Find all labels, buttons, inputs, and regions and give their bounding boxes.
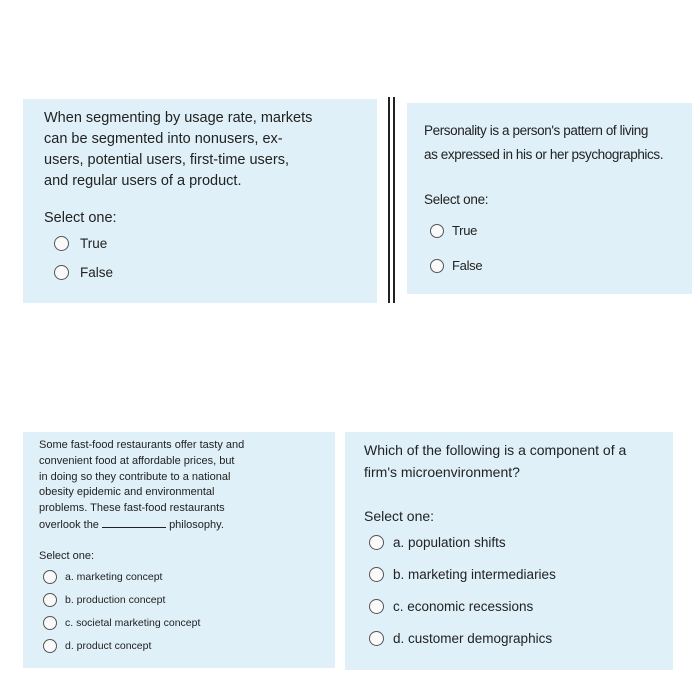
option-b[interactable] xyxy=(369,567,556,582)
question-line: and regular users of a product. xyxy=(44,173,242,189)
question-line: in doing so they contribute to a national xyxy=(39,470,231,483)
radio-button[interactable] xyxy=(54,265,69,280)
radio-button[interactable] xyxy=(369,535,384,550)
select-one-label: Select one: xyxy=(364,508,435,524)
question-text xyxy=(364,439,664,483)
question-line-start: overlook the xyxy=(39,518,99,531)
question-card-microenvironment xyxy=(345,432,673,670)
option-a[interactable] xyxy=(43,570,162,584)
question-line: problems. These fast-food restaurants xyxy=(39,502,225,515)
radio-button[interactable] xyxy=(369,567,384,582)
option-label: c. economic recessions xyxy=(393,599,534,614)
option-c[interactable] xyxy=(43,616,200,630)
select-one-label: Select one: xyxy=(44,210,117,226)
question-line-end: philosophy. xyxy=(169,518,224,531)
radio-button[interactable] xyxy=(369,631,384,646)
option-label: a. population shifts xyxy=(393,535,506,550)
question-line: Personality is a person's pattern of living xyxy=(424,123,649,138)
question-card-fast-food xyxy=(23,432,335,668)
vertical-divider xyxy=(388,97,390,303)
question-card-usage-rate xyxy=(23,99,377,303)
question-line: users, potential users, first-time users, xyxy=(44,152,289,168)
question-line: can be segmented into nonusers, ex- xyxy=(44,131,283,147)
vertical-divider xyxy=(393,97,395,303)
question-text xyxy=(44,108,364,192)
option-label: False xyxy=(452,258,483,273)
radio-button[interactable] xyxy=(43,616,57,630)
option-label: b. production concept xyxy=(65,594,166,606)
option-a[interactable] xyxy=(369,535,506,550)
radio-button[interactable] xyxy=(430,259,444,273)
option-label: c. societal marketing concept xyxy=(65,617,201,629)
question-card-personality xyxy=(407,103,692,294)
option-label: True xyxy=(452,223,478,238)
option-false[interactable] xyxy=(54,265,113,280)
select-one-label: Select one: xyxy=(39,550,95,562)
radio-button[interactable] xyxy=(43,570,57,584)
question-line: When segmenting by usage rate, markets xyxy=(44,110,313,126)
question-line: Some fast-food restaurants offer tasty and xyxy=(39,439,245,451)
question-line: obesity epidemic and environmental xyxy=(39,486,215,499)
radio-button[interactable] xyxy=(43,593,57,607)
option-true[interactable] xyxy=(54,236,107,251)
question-text xyxy=(424,119,686,167)
option-true[interactable] xyxy=(430,223,477,238)
option-label: d. product concept xyxy=(65,640,152,652)
question-line: as expressed in his or her psychographics. xyxy=(424,147,664,162)
radio-button[interactable] xyxy=(430,224,444,238)
question-line: convenient food at affordable prices, but xyxy=(39,454,235,467)
option-label: True xyxy=(80,236,108,251)
question-text xyxy=(39,438,324,534)
option-d[interactable] xyxy=(369,631,552,646)
option-label: d. customer demographics xyxy=(393,631,553,646)
select-one-label: Select one: xyxy=(424,192,489,207)
option-false[interactable] xyxy=(430,258,482,273)
option-b[interactable] xyxy=(43,593,165,607)
fill-in-blank xyxy=(102,517,166,528)
radio-button[interactable] xyxy=(54,236,69,251)
radio-button[interactable] xyxy=(43,639,57,653)
option-label: b. marketing intermediaries xyxy=(393,567,556,582)
option-d[interactable] xyxy=(43,639,151,653)
option-label: a. marketing concept xyxy=(65,571,163,583)
radio-button[interactable] xyxy=(369,599,384,614)
question-line: Which of the following is a component of a xyxy=(364,442,627,458)
question-line xyxy=(39,517,324,534)
option-label: False xyxy=(80,265,114,280)
question-line: firm's microenvironment? xyxy=(364,464,520,480)
option-c[interactable] xyxy=(369,599,533,614)
